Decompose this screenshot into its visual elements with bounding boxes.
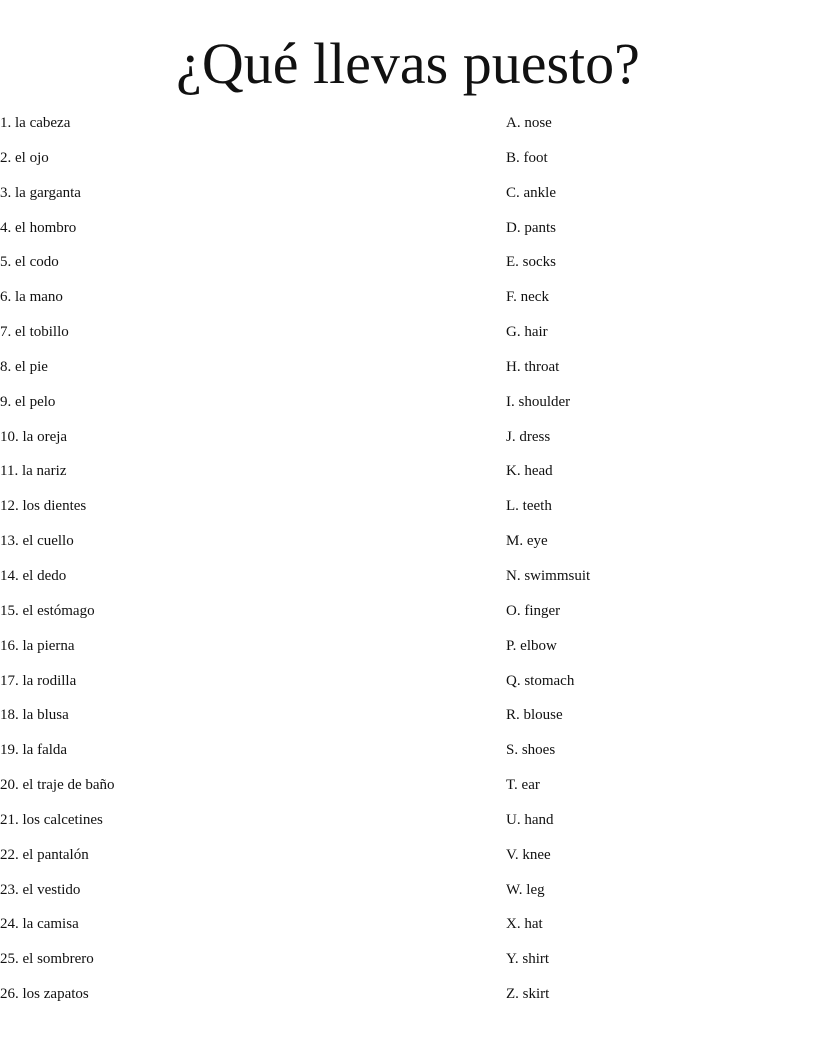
english-term: O. finger — [506, 602, 561, 619]
english-term: N. swimmsuit — [506, 567, 591, 584]
spanish-term: 7. el tobillo — [0, 324, 69, 341]
english-term: I. shoulder — [506, 393, 571, 410]
english-term: H. throat — [506, 358, 560, 375]
english-term: J. dress — [506, 428, 551, 445]
spanish-term: 22. el pantalón — [0, 846, 89, 863]
spanish-term: 11. la nariz — [0, 463, 67, 480]
english-terms-list — [506, 112, 806, 1018]
spanish-term: 2. el ojo — [0, 149, 49, 166]
english-term: U. hand — [506, 811, 554, 828]
spanish-term: 23. el vestido — [0, 881, 81, 898]
spanish-term: 26. los zapatos — [0, 986, 89, 1003]
spanish-term: 17. la rodilla — [0, 672, 77, 689]
english-term: P. elbow — [506, 637, 557, 654]
spanish-term: 19. la falda — [0, 742, 68, 759]
english-term: G. hair — [506, 324, 548, 341]
english-term: F. neck — [506, 289, 549, 306]
english-term: B. foot — [506, 149, 548, 166]
spanish-term: 13. el cuello — [0, 533, 74, 550]
spanish-terms-list — [0, 112, 420, 1018]
spanish-term: 21. los calcetines — [0, 811, 103, 828]
spanish-term: 5. el codo — [0, 254, 59, 271]
spanish-term: 6. la mano — [0, 289, 63, 306]
english-term: E. socks — [506, 254, 556, 271]
spanish-term: 14. el dedo — [0, 567, 67, 584]
english-term: Z. skirt — [506, 986, 550, 1003]
english-term: Y. shirt — [506, 951, 550, 968]
spanish-term: 4. el hombro — [0, 219, 77, 236]
spanish-term: 16. la pierna — [0, 637, 75, 654]
spanish-term: 10. la oreja — [0, 428, 68, 445]
english-term: X. hat — [506, 916, 543, 933]
english-term: M. eye — [506, 533, 548, 550]
english-term: Q. stomach — [506, 672, 575, 689]
spanish-term: 8. el pie — [0, 358, 48, 375]
english-term: L. teeth — [506, 498, 552, 515]
spanish-term: 12. los dientes — [0, 498, 87, 515]
english-term: A. nose — [506, 115, 552, 131]
spanish-term: 1. la cabeza — [0, 115, 71, 131]
spanish-term: 24. la camisa — [0, 916, 79, 933]
spanish-term: 20. el traje de baño — [0, 777, 115, 794]
page-title: ¿Qué llevas puesto? — [176, 31, 640, 96]
english-term: C. ankle — [506, 184, 556, 201]
spanish-term: 3. la garganta — [0, 184, 81, 201]
spanish-term: 18. la blusa — [0, 707, 69, 724]
english-term: S. shoes — [506, 742, 556, 759]
english-term: K. head — [506, 463, 553, 480]
spanish-term: 15. el estómago — [0, 602, 95, 619]
spanish-term: 9. el pelo — [0, 393, 56, 410]
spanish-term: 25. el sombrero — [0, 951, 94, 968]
english-term: T. ear — [506, 777, 540, 794]
english-term: V. knee — [506, 846, 551, 863]
english-term: D. pants — [506, 219, 556, 236]
english-term: R. blouse — [506, 707, 563, 724]
english-term: W. leg — [506, 881, 545, 898]
